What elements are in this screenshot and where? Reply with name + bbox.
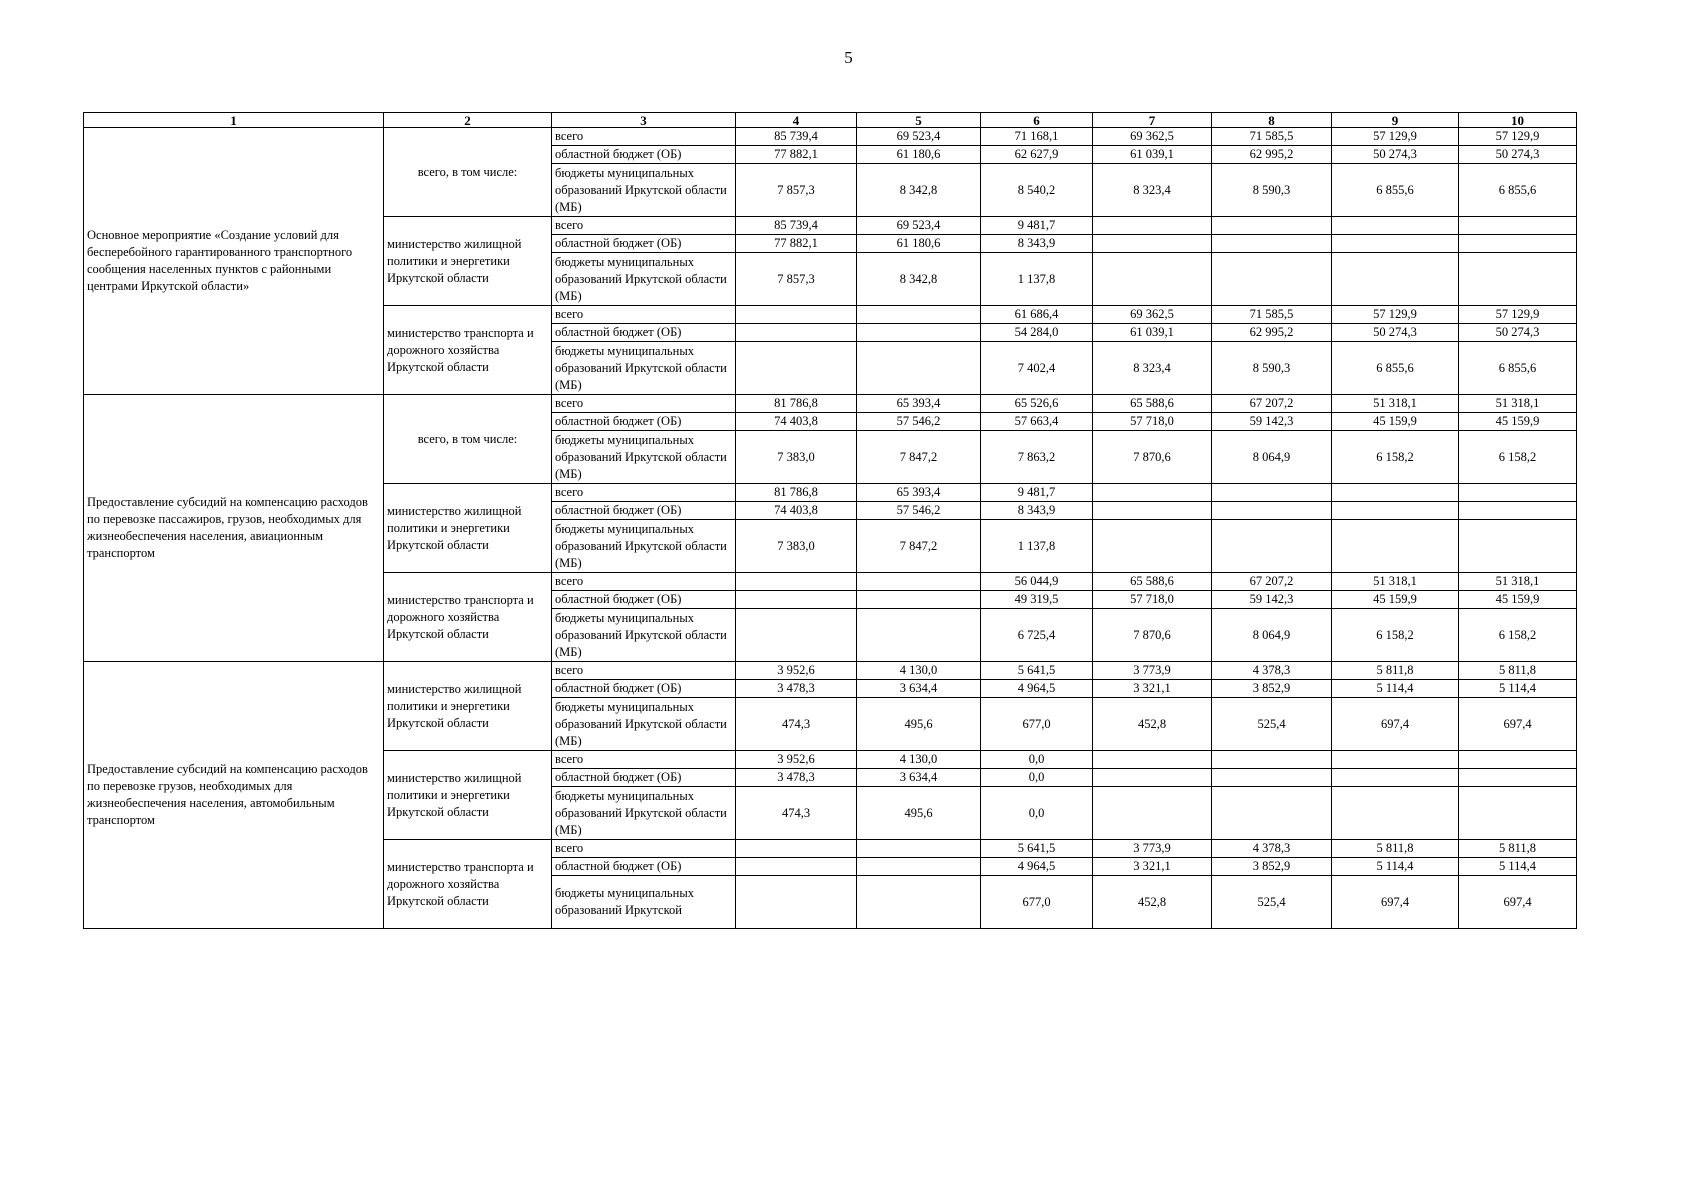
funding-source-cell: бюджеты муниципальных образований Иркутской области (МБ) — [552, 342, 736, 395]
funding-source-cell: всего — [552, 751, 736, 769]
value-cell — [857, 858, 981, 876]
value-cell: 57 718,0 — [1093, 591, 1212, 609]
funding-source-cell: областной бюджет (ОБ) — [552, 769, 736, 787]
value-cell — [857, 840, 981, 858]
value-cell: 495,6 — [857, 787, 981, 840]
value-cell — [1212, 484, 1332, 502]
funding-source-cell: областной бюджет (ОБ) — [552, 591, 736, 609]
funding-source-cell: всего — [552, 128, 736, 146]
value-cell — [736, 342, 857, 395]
value-cell: 50 274,3 — [1332, 146, 1459, 164]
executor-cell: министерство жилищной политики и энергетики Иркутской области — [384, 662, 552, 751]
value-cell: 57 546,2 — [857, 502, 981, 520]
value-cell — [736, 876, 857, 929]
value-cell — [736, 609, 857, 662]
value-cell: 57 129,9 — [1332, 128, 1459, 146]
value-cell: 77 882,1 — [736, 235, 857, 253]
value-cell — [1093, 502, 1212, 520]
value-cell: 45 159,9 — [1332, 591, 1459, 609]
value-cell: 6 158,2 — [1332, 609, 1459, 662]
value-cell: 61 039,1 — [1093, 146, 1212, 164]
value-cell: 74 403,8 — [736, 502, 857, 520]
value-cell — [1093, 769, 1212, 787]
value-cell — [857, 306, 981, 324]
value-cell: 67 207,2 — [1212, 573, 1332, 591]
value-cell: 0,0 — [981, 787, 1093, 840]
value-cell: 65 588,6 — [1093, 573, 1212, 591]
value-cell: 71 585,5 — [1212, 128, 1332, 146]
value-cell: 51 318,1 — [1459, 573, 1577, 591]
value-cell: 45 159,9 — [1459, 413, 1577, 431]
executor-cell: министерство жилищной политики и энергетики Иркутской области — [384, 751, 552, 840]
value-cell — [1459, 520, 1577, 573]
value-cell — [1212, 502, 1332, 520]
header-cell: 9 — [1332, 113, 1459, 128]
value-cell — [1459, 502, 1577, 520]
value-cell — [1459, 235, 1577, 253]
header-cell: 8 — [1212, 113, 1332, 128]
value-cell: 7 402,4 — [981, 342, 1093, 395]
value-cell — [1212, 787, 1332, 840]
value-cell: 62 995,2 — [1212, 324, 1332, 342]
funding-source-cell: всего — [552, 395, 736, 413]
executor-cell: всего, в том числе: — [384, 128, 552, 217]
value-cell: 6 855,6 — [1332, 342, 1459, 395]
value-cell: 69 362,5 — [1093, 128, 1212, 146]
value-cell — [1212, 235, 1332, 253]
value-cell: 8 343,9 — [981, 502, 1093, 520]
value-cell: 3 773,9 — [1093, 840, 1212, 858]
value-cell: 7 383,0 — [736, 431, 857, 484]
value-cell: 7 857,3 — [736, 253, 857, 306]
value-cell: 495,6 — [857, 698, 981, 751]
value-cell — [1332, 217, 1459, 235]
value-cell — [1332, 502, 1459, 520]
value-cell — [1459, 253, 1577, 306]
value-cell: 3 478,3 — [736, 769, 857, 787]
value-cell — [857, 573, 981, 591]
value-cell: 5 641,5 — [981, 840, 1093, 858]
value-cell — [1093, 235, 1212, 253]
value-cell: 65 393,4 — [857, 395, 981, 413]
funding-source-cell: областной бюджет (ОБ) — [552, 235, 736, 253]
value-cell: 51 318,1 — [1332, 395, 1459, 413]
value-cell: 4 378,3 — [1212, 840, 1332, 858]
value-cell — [1093, 751, 1212, 769]
value-cell: 7 383,0 — [736, 520, 857, 573]
value-cell: 45 159,9 — [1459, 591, 1577, 609]
value-cell: 697,4 — [1459, 876, 1577, 929]
value-cell: 6 855,6 — [1459, 342, 1577, 395]
value-cell — [736, 573, 857, 591]
value-cell: 50 274,3 — [1459, 146, 1577, 164]
value-cell — [736, 858, 857, 876]
value-cell: 7 863,2 — [981, 431, 1093, 484]
header-cell: 10 — [1459, 113, 1577, 128]
value-cell: 71 168,1 — [981, 128, 1093, 146]
funding-source-cell: бюджеты муниципальных образований Иркутской — [552, 876, 736, 929]
value-cell: 5 114,4 — [1459, 858, 1577, 876]
value-cell: 4 130,0 — [857, 751, 981, 769]
value-cell — [857, 876, 981, 929]
value-cell: 5 811,8 — [1459, 840, 1577, 858]
value-cell: 69 362,5 — [1093, 306, 1212, 324]
value-cell: 8 342,8 — [857, 164, 981, 217]
value-cell: 67 207,2 — [1212, 395, 1332, 413]
value-cell: 525,4 — [1212, 698, 1332, 751]
executor-cell: министерство транспорта и дорожного хозяйства Иркутской области — [384, 306, 552, 395]
header-cell: 5 — [857, 113, 981, 128]
value-cell: 59 142,3 — [1212, 591, 1332, 609]
value-cell — [1332, 769, 1459, 787]
value-cell: 57 129,9 — [1332, 306, 1459, 324]
funding-source-cell: всего — [552, 573, 736, 591]
value-cell: 50 274,3 — [1332, 324, 1459, 342]
funding-source-cell: областной бюджет (ОБ) — [552, 680, 736, 698]
value-cell — [1332, 235, 1459, 253]
value-cell — [1212, 769, 1332, 787]
funding-source-cell: областной бюджет (ОБ) — [552, 413, 736, 431]
funding-source-cell: всего — [552, 840, 736, 858]
value-cell — [736, 840, 857, 858]
value-cell: 3 852,9 — [1212, 680, 1332, 698]
header-cell: 1 — [84, 113, 384, 128]
activity-cell: Предоставление субсидий на компенсацию расходов по перевозке пассажиров, грузов, необходимых для жизнеобеспечения населения, авиационным транспортом — [84, 395, 384, 662]
value-cell: 4 964,5 — [981, 858, 1093, 876]
value-cell: 3 634,4 — [857, 769, 981, 787]
activity-cell: Основное мероприятие «Создание условий для бесперебойного гарантированного транспортного сообщения населенных пунктов с районными центрами Иркутской области» — [84, 128, 384, 395]
value-cell — [1093, 217, 1212, 235]
value-cell: 452,8 — [1093, 876, 1212, 929]
value-cell: 74 403,8 — [736, 413, 857, 431]
value-cell: 7 870,6 — [1093, 431, 1212, 484]
header-row — [84, 113, 1577, 128]
value-cell: 81 786,8 — [736, 484, 857, 502]
value-cell: 61 039,1 — [1093, 324, 1212, 342]
value-cell: 77 882,1 — [736, 146, 857, 164]
value-cell: 61 180,6 — [857, 235, 981, 253]
value-cell — [1212, 217, 1332, 235]
value-cell: 51 318,1 — [1459, 395, 1577, 413]
value-cell: 3 952,6 — [736, 751, 857, 769]
value-cell: 0,0 — [981, 751, 1093, 769]
value-cell: 3 952,6 — [736, 662, 857, 680]
value-cell — [857, 609, 981, 662]
value-cell: 697,4 — [1332, 876, 1459, 929]
header-cell: 3 — [552, 113, 736, 128]
table-row — [84, 128, 1577, 146]
value-cell: 65 526,6 — [981, 395, 1093, 413]
value-cell: 8 064,9 — [1212, 431, 1332, 484]
value-cell: 5 811,8 — [1332, 662, 1459, 680]
value-cell: 5 114,4 — [1459, 680, 1577, 698]
funding-source-cell: областной бюджет (ОБ) — [552, 502, 736, 520]
value-cell — [1332, 484, 1459, 502]
value-cell: 57 129,9 — [1459, 128, 1577, 146]
value-cell: 7 847,2 — [857, 431, 981, 484]
value-cell — [1093, 253, 1212, 306]
value-cell: 62 627,9 — [981, 146, 1093, 164]
value-cell: 3 321,1 — [1093, 858, 1212, 876]
budget-table — [83, 112, 1577, 929]
value-cell: 8 323,4 — [1093, 164, 1212, 217]
value-cell — [857, 342, 981, 395]
executor-cell: министерство транспорта и дорожного хозяйства Иркутской области — [384, 573, 552, 662]
header-cell: 4 — [736, 113, 857, 128]
header-cell: 7 — [1093, 113, 1212, 128]
funding-source-cell: бюджеты муниципальных образований Иркутской области (МБ) — [552, 698, 736, 751]
value-cell: 8 590,3 — [1212, 164, 1332, 217]
value-cell: 8 342,8 — [857, 253, 981, 306]
value-cell: 5 811,8 — [1332, 840, 1459, 858]
value-cell — [1332, 520, 1459, 573]
value-cell: 69 523,4 — [857, 128, 981, 146]
value-cell: 56 044,9 — [981, 573, 1093, 591]
header-cell: 6 — [981, 113, 1093, 128]
funding-source-cell: бюджеты муниципальных образований Иркутской области (МБ) — [552, 253, 736, 306]
funding-source-cell: бюджеты муниципальных образований Иркутской области (МБ) — [552, 787, 736, 840]
value-cell: 8 590,3 — [1212, 342, 1332, 395]
value-cell: 6 855,6 — [1459, 164, 1577, 217]
value-cell: 57 129,9 — [1459, 306, 1577, 324]
value-cell: 61 180,6 — [857, 146, 981, 164]
value-cell: 697,4 — [1459, 698, 1577, 751]
funding-source-cell: всего — [552, 662, 736, 680]
value-cell: 85 739,4 — [736, 217, 857, 235]
value-cell: 50 274,3 — [1459, 324, 1577, 342]
value-cell — [1332, 253, 1459, 306]
value-cell: 452,8 — [1093, 698, 1212, 751]
value-cell: 0,0 — [981, 769, 1093, 787]
value-cell: 3 321,1 — [1093, 680, 1212, 698]
value-cell — [736, 591, 857, 609]
value-cell — [1332, 787, 1459, 840]
value-cell — [857, 591, 981, 609]
funding-source-cell: областной бюджет (ОБ) — [552, 146, 736, 164]
value-cell: 474,3 — [736, 698, 857, 751]
funding-source-cell: бюджеты муниципальных образований Иркутской области (МБ) — [552, 431, 736, 484]
header-cell: 2 — [384, 113, 552, 128]
value-cell: 45 159,9 — [1332, 413, 1459, 431]
value-cell: 54 284,0 — [981, 324, 1093, 342]
value-cell: 71 585,5 — [1212, 306, 1332, 324]
value-cell — [1212, 751, 1332, 769]
value-cell: 8 343,9 — [981, 235, 1093, 253]
value-cell: 81 786,8 — [736, 395, 857, 413]
value-cell: 6 158,2 — [1459, 609, 1577, 662]
value-cell: 3 478,3 — [736, 680, 857, 698]
value-cell — [1212, 520, 1332, 573]
funding-source-cell: всего — [552, 306, 736, 324]
value-cell — [1459, 769, 1577, 787]
value-cell: 49 319,5 — [981, 591, 1093, 609]
executor-cell: министерство транспорта и дорожного хозяйства Иркутской области — [384, 840, 552, 929]
value-cell — [1093, 787, 1212, 840]
value-cell: 8 323,4 — [1093, 342, 1212, 395]
value-cell — [1459, 217, 1577, 235]
executor-cell: всего, в том числе: — [384, 395, 552, 484]
value-cell — [1093, 520, 1212, 573]
value-cell — [1212, 253, 1332, 306]
page-number: 5 — [844, 48, 853, 67]
value-cell — [736, 306, 857, 324]
value-cell: 4 130,0 — [857, 662, 981, 680]
table-body — [84, 128, 1577, 929]
value-cell: 57 546,2 — [857, 413, 981, 431]
value-cell: 4 964,5 — [981, 680, 1093, 698]
value-cell: 1 137,8 — [981, 253, 1093, 306]
value-cell: 6 158,2 — [1459, 431, 1577, 484]
funding-source-cell: бюджеты муниципальных образований Иркутской области (МБ) — [552, 164, 736, 217]
value-cell: 61 686,4 — [981, 306, 1093, 324]
value-cell: 677,0 — [981, 698, 1093, 751]
value-cell: 59 142,3 — [1212, 413, 1332, 431]
value-cell: 57 663,4 — [981, 413, 1093, 431]
value-cell: 85 739,4 — [736, 128, 857, 146]
value-cell: 6 725,4 — [981, 609, 1093, 662]
value-cell — [1459, 787, 1577, 840]
value-cell — [1332, 751, 1459, 769]
value-cell: 7 857,3 — [736, 164, 857, 217]
value-cell: 5 811,8 — [1459, 662, 1577, 680]
value-cell: 65 393,4 — [857, 484, 981, 502]
value-cell: 57 718,0 — [1093, 413, 1212, 431]
value-cell: 9 481,7 — [981, 484, 1093, 502]
value-cell: 5 641,5 — [981, 662, 1093, 680]
executor-cell: министерство жилищной политики и энергетики Иркутской области — [384, 217, 552, 306]
value-cell: 8 540,2 — [981, 164, 1093, 217]
value-cell — [1093, 484, 1212, 502]
value-cell — [1459, 484, 1577, 502]
value-cell: 677,0 — [981, 876, 1093, 929]
funding-source-cell: всего — [552, 484, 736, 502]
value-cell: 69 523,4 — [857, 217, 981, 235]
funding-source-cell: бюджеты муниципальных образований Иркутской области (МБ) — [552, 609, 736, 662]
value-cell: 3 634,4 — [857, 680, 981, 698]
funding-source-cell: всего — [552, 217, 736, 235]
table-row — [84, 662, 1577, 680]
value-cell — [857, 324, 981, 342]
value-cell: 8 064,9 — [1212, 609, 1332, 662]
value-cell: 6 855,6 — [1332, 164, 1459, 217]
value-cell: 7 870,6 — [1093, 609, 1212, 662]
value-cell: 5 114,4 — [1332, 858, 1459, 876]
activity-cell: Предоставление субсидий на компенсацию расходов по перевозке грузов, необходимых для жизнеобеспечения населения, автомобильным транспортом — [84, 662, 384, 929]
value-cell: 3 773,9 — [1093, 662, 1212, 680]
value-cell: 51 318,1 — [1332, 573, 1459, 591]
value-cell: 5 114,4 — [1332, 680, 1459, 698]
value-cell: 697,4 — [1332, 698, 1459, 751]
value-cell: 4 378,3 — [1212, 662, 1332, 680]
value-cell: 1 137,8 — [981, 520, 1093, 573]
table-row — [84, 395, 1577, 413]
funding-source-cell: областной бюджет (ОБ) — [552, 858, 736, 876]
value-cell — [736, 324, 857, 342]
value-cell: 65 588,6 — [1093, 395, 1212, 413]
value-cell: 525,4 — [1212, 876, 1332, 929]
value-cell: 474,3 — [736, 787, 857, 840]
executor-cell: министерство жилищной политики и энергетики Иркутской области — [384, 484, 552, 573]
value-cell: 6 158,2 — [1332, 431, 1459, 484]
value-cell: 62 995,2 — [1212, 146, 1332, 164]
value-cell: 7 847,2 — [857, 520, 981, 573]
value-cell: 9 481,7 — [981, 217, 1093, 235]
funding-source-cell: областной бюджет (ОБ) — [552, 324, 736, 342]
value-cell: 3 852,9 — [1212, 858, 1332, 876]
value-cell — [1459, 751, 1577, 769]
funding-source-cell: бюджеты муниципальных образований Иркутской области (МБ) — [552, 520, 736, 573]
